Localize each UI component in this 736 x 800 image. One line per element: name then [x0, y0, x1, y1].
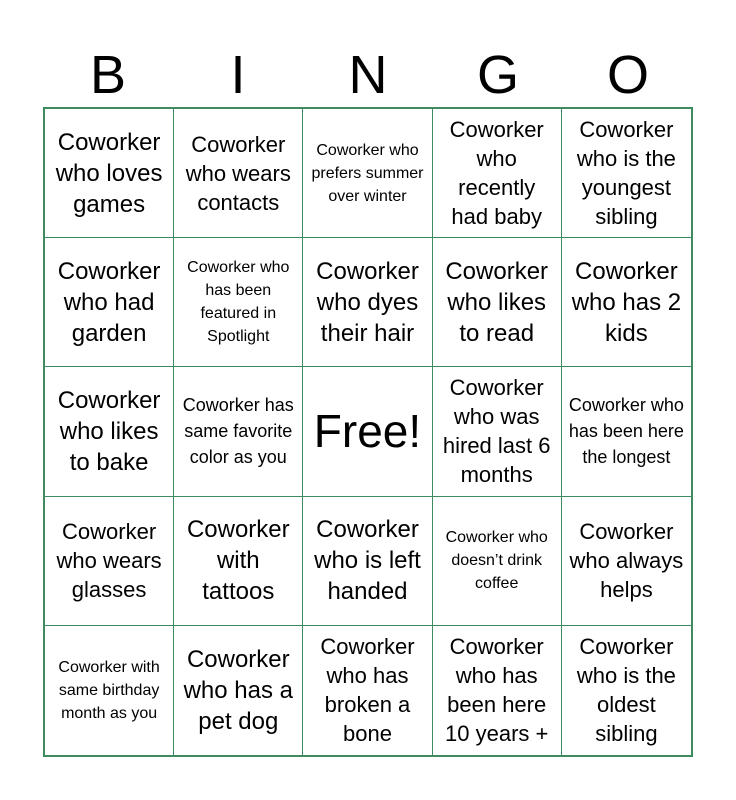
bingo-cell[interactable]: [174, 109, 303, 238]
bingo-cell[interactable]: [433, 497, 562, 626]
bingo-cell[interactable]: [45, 238, 174, 367]
cell-text: Coworker who wears contacts: [185, 131, 291, 215]
bingo-cell[interactable]: [303, 626, 432, 755]
cell-text: Coworker who recently had baby: [449, 117, 544, 230]
cell-text: Coworker who doesn’t drink coffee: [445, 529, 548, 593]
cell-text: Coworker who always helps: [569, 519, 684, 603]
bingo-cell[interactable]: [562, 367, 691, 496]
bingo-cell[interactable]: [562, 626, 691, 755]
header-letter-g: G: [476, 45, 519, 105]
bingo-cell[interactable]: [174, 626, 303, 755]
bingo-cell[interactable]: [303, 109, 432, 238]
cell-text: Coworker who has been here the longest: [568, 395, 684, 468]
cell-text: Coworker who is the youngest sibling: [576, 117, 676, 230]
bingo-cell[interactable]: [45, 109, 174, 238]
bingo-cell[interactable]: [433, 367, 562, 496]
bingo-cell[interactable]: [433, 109, 562, 238]
bingo-header: [43, 44, 693, 106]
header-letter-i: I: [230, 45, 246, 105]
cell-text: Coworker who likes to bake: [57, 386, 161, 476]
bingo-cell[interactable]: [45, 626, 174, 755]
bingo-cell[interactable]: [45, 497, 174, 626]
bingo-cell[interactable]: [174, 238, 303, 367]
cell-text: Coworker with same birthday month as you: [58, 658, 160, 722]
cell-text: Coworker has same favorite color as you: [182, 395, 294, 468]
bingo-cell[interactable]: [562, 238, 691, 367]
header-letter-b: B: [89, 45, 127, 105]
cell-text: Coworker who has 2 kids: [571, 257, 682, 347]
bingo-cell[interactable]: [433, 238, 562, 367]
free-space-text: Free!: [313, 405, 422, 458]
bingo-cell[interactable]: [303, 238, 432, 367]
bingo-cell[interactable]: [45, 367, 174, 496]
cell-text: Coworker who wears glasses: [56, 519, 162, 603]
cell-text: Coworker who loves games: [55, 128, 163, 218]
cell-text: Coworker who had garden: [57, 257, 161, 347]
cell-text: Coworker who was hired last 6 months: [442, 375, 551, 488]
bingo-board: [43, 107, 693, 757]
cell-text: Coworker who dyes their hair: [316, 257, 419, 347]
bingo-cell[interactable]: [174, 497, 303, 626]
cell-text: Coworker who likes to read: [445, 257, 549, 347]
bingo-cell[interactable]: [562, 109, 691, 238]
header-letter-o: O: [606, 45, 649, 105]
cell-text: Coworker who has been here 10 years +: [445, 634, 549, 747]
bingo-cell[interactable]: [433, 626, 562, 755]
cell-text: Coworker who is left handed: [314, 516, 421, 606]
bingo-cell[interactable]: [303, 497, 432, 626]
cell-text: Coworker who has a pet dog: [183, 645, 293, 735]
free-space-cell[interactable]: [303, 367, 432, 496]
bingo-cell[interactable]: [562, 497, 691, 626]
bingo-cell[interactable]: [174, 367, 303, 496]
cell-text: Coworker who has broken a bone: [320, 634, 415, 747]
cell-text: Coworker who is the oldest sibling: [576, 634, 676, 747]
cell-text: Coworker who prefers summer over winter: [311, 141, 424, 205]
header-letter-n: N: [348, 45, 388, 105]
cell-text: Coworker who has been featured in Spotlight: [187, 259, 290, 346]
cell-text: Coworker with tattoos: [186, 516, 290, 606]
